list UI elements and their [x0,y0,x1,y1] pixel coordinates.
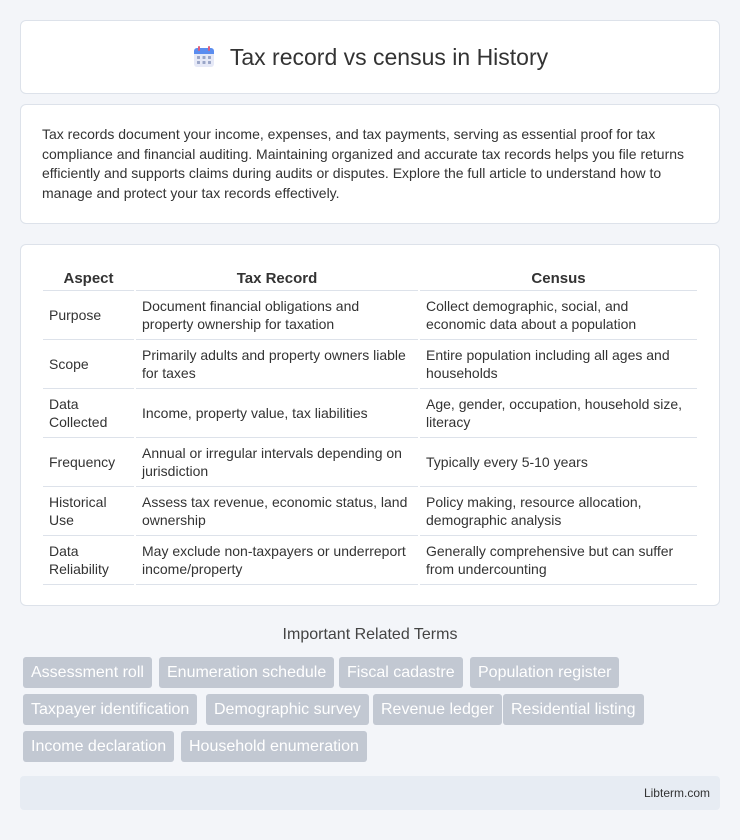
aspect-cell: Data Collected [43,389,134,438]
term-tag[interactable]: Fiscal cadastre [339,657,463,688]
table-row [43,487,697,536]
intro-card [20,104,720,224]
tax-record-cell: May exclude non-taxpayers or underreport income/property [136,536,418,585]
census-cell: Generally comprehensive but can suffer from undercounting [420,536,697,585]
census-cell: Entire population including all ages and households [420,340,697,389]
census-cell: Age, gender, occupation, household size, literacy [420,389,697,438]
footer-site-link[interactable]: Libterm.com [643,786,710,800]
term-tag[interactable]: Revenue ledger [373,694,502,725]
tax-record-cell: Annual or irregular intervals depending on jurisdiction [136,438,418,487]
table-row [43,291,697,340]
related-terms-title: Important Related Terms [282,626,458,643]
census-cell: Collect demographic, social, and economic data about a population [420,291,697,340]
tax-record-cell: Income, property value, tax liabilities [136,389,418,438]
term-tag[interactable]: Population register [470,657,619,688]
term-tag[interactable]: Household enumeration [181,731,367,762]
page-title: Tax record vs census in History [229,43,549,70]
census-cell: Policy making, resource allocation, demographic analysis [420,487,697,536]
term-tag[interactable]: Residential listing [503,694,644,725]
census-cell: Typically every 5-10 years [420,438,697,487]
intro-text: Tax records document your income, expenses, and tax payments, serving as essential proof for tax compliance and financial auditing. Maintaining organized and accurate tax records helps you file returns efficiently and supports claims during audits or disputes. Explore the full article to understand how to manage and protect your tax records effectively. [42,126,685,201]
tax-record-cell: Document financial obligations and property ownership for taxation [136,291,418,340]
title-wrap [192,44,548,71]
table-row [43,340,697,389]
aspect-cell: Data Reliability [43,536,134,585]
term-tag[interactable]: Assessment roll [23,657,152,688]
comparison-table-card [20,244,720,606]
tax-record-cell: Primarily adults and property owners liable for taxes [136,340,418,389]
table-row [43,389,697,438]
footer [20,776,720,810]
header-aspect: Aspect [43,265,134,291]
term-tag[interactable]: Enumeration schedule [159,657,334,688]
tax-record-cell: Assess tax revenue, economic status, land ownership [136,487,418,536]
comparison-table [41,265,699,585]
table-row [43,438,697,487]
table-row [43,536,697,585]
aspect-cell: Scope [43,340,134,389]
table-header-row [43,265,697,291]
term-tag[interactable]: Income declaration [23,731,174,762]
header-tax-record: Tax Record [136,265,418,291]
header-census: Census [420,265,697,291]
calendar-icon [192,45,216,69]
aspect-cell: Historical Use [43,487,134,536]
header-card [20,20,720,94]
term-tag[interactable]: Taxpayer identification [23,694,197,725]
aspect-cell: Purpose [43,291,134,340]
term-tag[interactable]: Demographic survey [206,694,369,725]
aspect-cell: Frequency [43,438,134,487]
